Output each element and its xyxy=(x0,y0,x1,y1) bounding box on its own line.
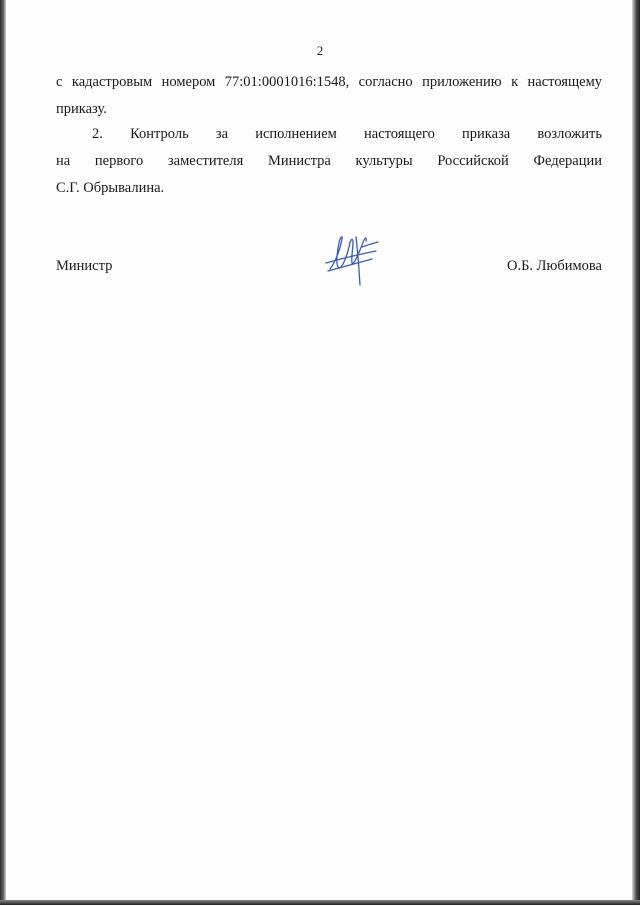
scan-edge-left xyxy=(0,0,6,905)
page-number: 2 xyxy=(316,43,324,58)
paragraph-line: на первого заместителя Министра культуры Российской Федерации xyxy=(56,153,602,169)
signatory-name: О.Б. Любимова xyxy=(507,258,602,274)
paragraph-control xyxy=(56,121,602,202)
paragraph-line: 2. Контроль за исполнением настоящего приказа возложить xyxy=(92,126,602,142)
signatory-title: Министр xyxy=(56,258,113,274)
paragraph-cadastral xyxy=(56,69,602,123)
handwritten-signature xyxy=(322,225,382,291)
scan-edge-bottom xyxy=(0,900,640,905)
paragraph-line: с кадастровым номером 77:01:0001016:1548, согласно приложению к настоящему xyxy=(56,74,602,90)
paragraph-line: приказу. xyxy=(56,101,107,117)
scan-edge-right xyxy=(632,0,640,905)
paragraph-line: С.Г. Обрывалина. xyxy=(56,180,165,196)
